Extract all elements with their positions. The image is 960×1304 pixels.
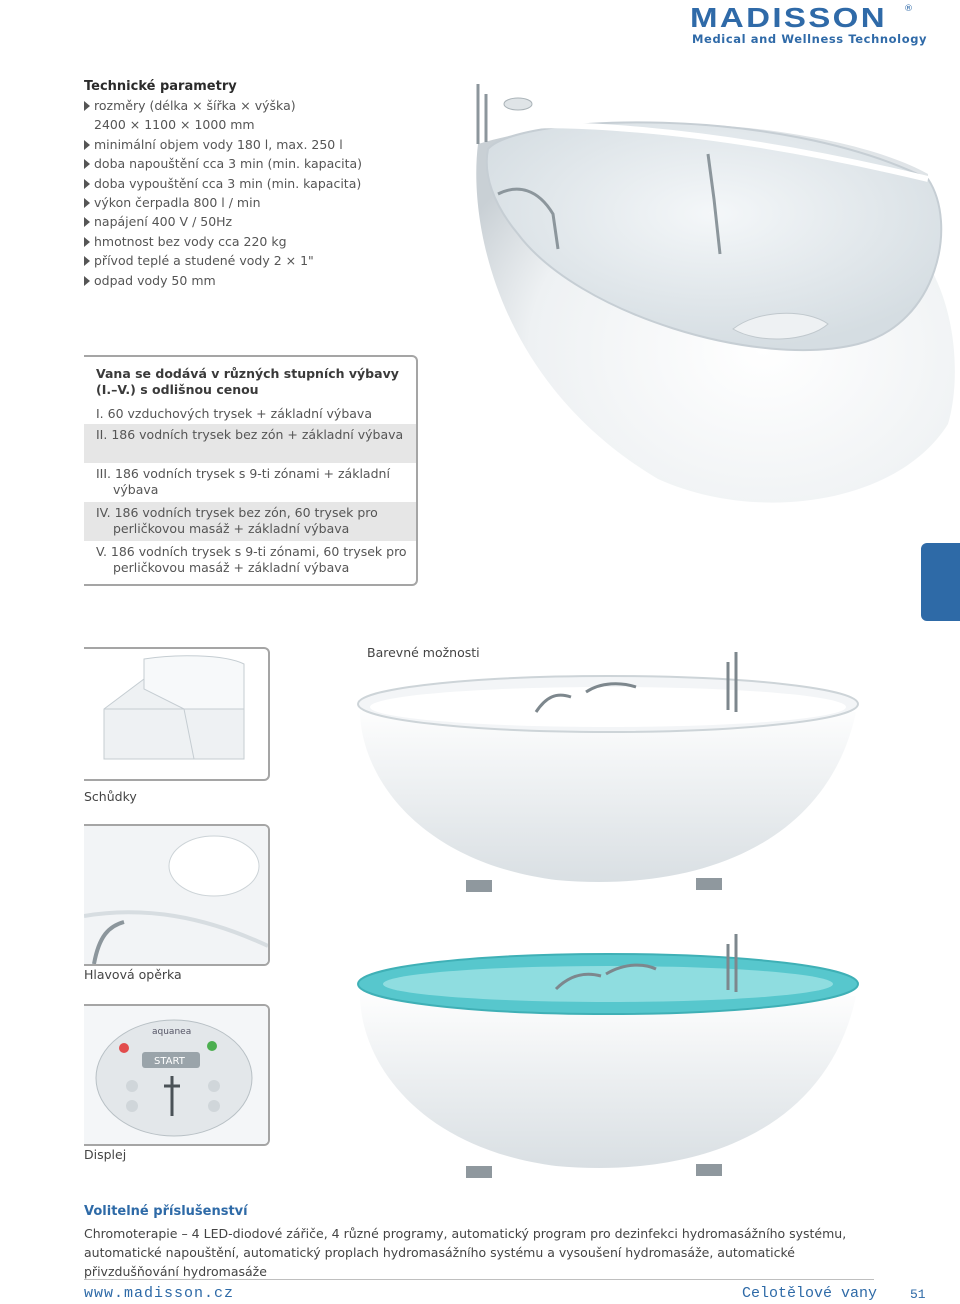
brand-logo: MADISSON [690, 2, 887, 33]
registered-mark: ® [904, 4, 913, 14]
optional-accessories-title: Volitelné příslušenství [84, 1204, 248, 1219]
bathtub-white-image [356, 652, 860, 902]
list-item: výkon čerpadla 800 l / min [84, 193, 362, 212]
list-item: doba napouštění cca 3 min (min. kapacita) [84, 154, 362, 173]
page-number: 51 [910, 1287, 926, 1302]
bullet-arrow-icon [84, 276, 90, 286]
bathtub-teal-image [356, 934, 860, 1188]
list-item: rozměry (délka × šířka × výška) [84, 96, 362, 115]
level-item: II. 186 vodních trysek bez zón + základní výbava [84, 424, 416, 463]
display-panel-image [84, 1006, 268, 1144]
footer-divider [84, 1279, 874, 1280]
bathtub-main-image [458, 84, 960, 534]
list-item: napájení 400 V / 50Hz [84, 212, 362, 231]
tech-params-list [84, 96, 362, 290]
bullet-arrow-icon [84, 256, 90, 266]
list-item: hmotnost bez vody cca 220 kg [84, 232, 362, 251]
level-item: III. 186 vodních trysek s 9-ti zónami + základní výbava [96, 466, 390, 497]
bullet-arrow-icon [84, 101, 90, 111]
steps-image [84, 649, 268, 779]
bullet-arrow-icon [84, 198, 90, 208]
headrest-image [84, 826, 268, 964]
footer-section-title: Celotělové vany [742, 1285, 878, 1302]
bullet-arrow-icon [84, 237, 90, 247]
level-item: I. 60 vzduchových trysek + základní výbava [96, 406, 372, 421]
bullet-arrow-icon [84, 159, 90, 169]
optional-accessories-text: Chromoterapie – 4 LED-diodové zářiče, 4 různé programy, automatický program pro dezinfekci hydromasážního systému, automatické napouštění, automatický proplach hydromasážního systému a vysoušení hydromasáže, automatické přivzdušňování hydromasáže [84, 1226, 847, 1279]
headrest-label: Hlavová opěrka [84, 967, 182, 982]
steps-image-box [84, 647, 270, 781]
bullet-arrow-icon [84, 217, 90, 227]
list-item: 2400 × 1100 × 1000 mm [94, 117, 255, 133]
headrest-image-box [84, 824, 270, 966]
list-item: doba vypouštění cca 3 min (min. kapacita) [84, 174, 362, 193]
equipment-levels-title: Vana se dodává v různých stupních výbavy (I.–V.) s odlišnou cenou [96, 366, 399, 397]
bullet-arrow-icon [84, 179, 90, 189]
display-start-text: START [154, 1056, 185, 1067]
tech-params-title: Technické parametry [84, 79, 237, 94]
level-item: V. 186 vodních trysek s 9-ti zónami, 60 trysek pro perličkovou masáž + základní výbava [96, 544, 407, 575]
list-item: minimální objem vody 180 l, max. 250 l [84, 135, 362, 154]
display-label: Displej [84, 1147, 127, 1162]
display-brand-text: aquanea [152, 1027, 192, 1037]
level-item: IV. 186 vodních trysek bez zón, 60 trysek pro perličkovou masáž + základní výbava [84, 502, 416, 541]
brand-tagline: Medical and Wellness Technology [692, 32, 928, 46]
list-item: přívod teplé a studené vody 2 × 1" [84, 251, 362, 270]
bullet-arrow-icon [84, 140, 90, 150]
section-tab [921, 543, 960, 621]
display-image-box [84, 1004, 270, 1146]
steps-label: Schůdky [84, 789, 137, 804]
footer-website-link[interactable]: www.madisson.cz [84, 1285, 235, 1302]
list-item: odpad vody 50 mm [84, 271, 362, 290]
color-options-label: Barevné možnosti [367, 645, 480, 660]
